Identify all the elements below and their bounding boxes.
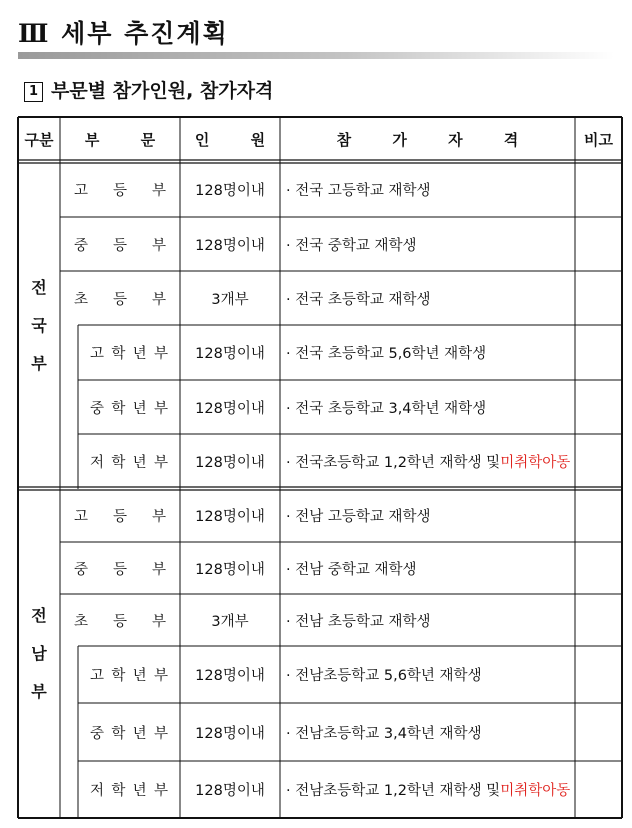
division-char: 년 xyxy=(132,400,147,417)
division-cell xyxy=(74,594,166,646)
division-char: 등 xyxy=(112,183,127,199)
count-text: 128명이내 xyxy=(195,725,265,742)
division-char: 학 xyxy=(111,400,126,417)
count-text: 128명이내 xyxy=(195,400,265,417)
division-char: 고 xyxy=(90,346,105,362)
division-char: 년 xyxy=(132,346,147,362)
division-char: 저 xyxy=(90,455,105,471)
division-char: 학 xyxy=(111,455,126,471)
count-cell xyxy=(180,217,280,271)
header-division: 부 문 xyxy=(84,131,174,149)
subsection-title: 부문별 참가인원, 참가자격 xyxy=(51,80,274,102)
group-label-char: 전 xyxy=(31,605,47,625)
note-cell xyxy=(575,646,622,703)
subsection-number-box: 1 xyxy=(24,82,43,102)
qualification-highlight: 미취학아동 xyxy=(500,455,571,471)
note-cell xyxy=(575,542,622,594)
count-text: 128명이내 xyxy=(195,509,265,525)
division-cell xyxy=(74,271,166,325)
group-label-char: 국 xyxy=(31,315,47,335)
division-cell xyxy=(74,217,166,271)
count-text: 128명이내 xyxy=(195,561,265,578)
division-char: 중 xyxy=(74,561,89,578)
division-char: 부 xyxy=(151,509,166,525)
count-text: 3개부 xyxy=(211,613,249,630)
qualification-highlight: 미취학아동 xyxy=(500,783,571,799)
qualification-text: · 전남 중학교 재학생 xyxy=(286,561,417,578)
count-cell xyxy=(180,162,280,217)
division-char: 부 xyxy=(153,783,168,799)
qualification-text: · 전국 중학교 재학생 xyxy=(286,237,417,254)
group-label xyxy=(18,162,60,489)
division-char: 고 xyxy=(74,509,89,525)
division-char: 고 xyxy=(74,183,89,199)
count-cell xyxy=(180,703,280,761)
qualification-cell xyxy=(286,217,573,271)
count-text: 3개부 xyxy=(211,291,249,308)
count-cell xyxy=(180,325,280,380)
division-char: 부 xyxy=(153,668,168,684)
group-label-char: 부 xyxy=(31,353,47,373)
note-cell xyxy=(575,271,622,325)
qualification-text: · 전국 초등학교 3,4학년 재학생 xyxy=(286,400,487,417)
qualification-cell xyxy=(286,434,573,489)
qualification-text: · 전남 고등학교 재학생 xyxy=(286,509,431,525)
count-cell xyxy=(180,271,280,325)
qualification-cell xyxy=(286,703,573,761)
division-cell xyxy=(74,489,166,542)
note-cell xyxy=(575,380,622,434)
qualification-text: · 전남초등학교 3,4학년 재학생 xyxy=(286,725,482,742)
qualification-cell xyxy=(286,162,573,217)
count-text: 128명이내 xyxy=(195,237,265,254)
division-char: 부 xyxy=(151,237,166,254)
division-char: 중 xyxy=(90,725,105,742)
count-cell xyxy=(180,434,280,489)
division-char: 등 xyxy=(112,561,127,578)
qualification-text: · 전국초등학교 1,2학년 재학생 및 xyxy=(286,455,501,471)
count-cell xyxy=(180,489,280,542)
count-cell xyxy=(180,380,280,434)
division-cell xyxy=(90,646,168,703)
count-cell xyxy=(180,594,280,646)
division-char: 부 xyxy=(153,400,168,417)
qualification-text: · 전국 고등학교 재학생 xyxy=(286,183,431,199)
division-char: 학 xyxy=(111,725,126,742)
count-text: 128명이내 xyxy=(195,346,265,362)
division-char: 년 xyxy=(132,725,147,742)
count-text: 128명이내 xyxy=(195,783,265,799)
note-cell xyxy=(575,489,622,542)
division-char: 고 xyxy=(90,668,105,684)
note-cell xyxy=(575,761,622,818)
division-char: 부 xyxy=(153,455,168,471)
qualification-cell xyxy=(286,594,573,646)
header-note: 비고 xyxy=(584,131,613,149)
division-char: 등 xyxy=(112,613,127,630)
division-char: 학 xyxy=(111,668,126,684)
qualification-cell xyxy=(286,325,573,380)
division-char: 부 xyxy=(153,346,168,362)
division-cell xyxy=(90,380,168,434)
division-char: 등 xyxy=(112,237,127,254)
division-cell xyxy=(90,325,168,380)
count-cell xyxy=(180,761,280,818)
count-text: 128명이내 xyxy=(195,183,265,199)
division-char: 중 xyxy=(74,237,89,254)
division-char: 중 xyxy=(90,400,105,417)
division-cell xyxy=(90,434,168,489)
count-cell xyxy=(180,542,280,594)
group-label-char: 전 xyxy=(31,277,47,297)
qualification-text: · 전국 초등학교 재학생 xyxy=(286,291,431,308)
note-cell xyxy=(575,162,622,217)
division-cell xyxy=(90,703,168,761)
division-cell xyxy=(74,542,166,594)
header-category: 구분 xyxy=(24,131,54,149)
division-char: 부 xyxy=(153,725,168,742)
header-qualification: 참 가 자 격 xyxy=(336,131,537,149)
note-cell xyxy=(575,217,622,271)
group-label xyxy=(18,489,60,818)
qualification-text: · 전남초등학교 1,2학년 재학생 및 xyxy=(286,783,501,799)
note-cell xyxy=(575,325,622,380)
division-char: 부 xyxy=(151,561,166,578)
division-char: 년 xyxy=(132,455,147,471)
qualification-cell xyxy=(286,489,573,542)
qualification-cell xyxy=(286,542,573,594)
division-char: 초 xyxy=(74,291,89,308)
count-text: 128명이내 xyxy=(195,455,265,471)
section-title: Ⅲ 세부 추진계획 xyxy=(18,19,229,48)
division-char: 년 xyxy=(132,668,147,684)
qualification-text: · 전남 초등학교 재학생 xyxy=(286,613,431,630)
qualification-text: · 전남초등학교 5,6학년 재학생 xyxy=(286,668,482,684)
count-cell xyxy=(180,646,280,703)
note-cell xyxy=(575,594,622,646)
division-char: 초 xyxy=(74,613,89,630)
header-count: 인 원 xyxy=(194,131,284,149)
division-char: 년 xyxy=(132,783,147,799)
group-label-char: 부 xyxy=(31,681,47,701)
qualification-cell xyxy=(286,271,573,325)
qualification-cell xyxy=(286,761,573,818)
division-char: 학 xyxy=(111,783,126,799)
count-text: 128명이내 xyxy=(195,668,265,684)
division-char: 부 xyxy=(151,183,166,199)
division-cell xyxy=(90,761,168,818)
division-char: 부 xyxy=(151,291,166,308)
qualification-text: · 전국 초등학교 5,6학년 재학생 xyxy=(286,346,487,362)
division-char: 부 xyxy=(151,613,166,630)
division-cell xyxy=(74,162,166,217)
division-char: 등 xyxy=(112,291,127,308)
note-cell xyxy=(575,434,622,489)
qualification-cell xyxy=(286,646,573,703)
division-char: 등 xyxy=(112,509,127,525)
group-label-char: 남 xyxy=(31,643,47,663)
qualification-cell xyxy=(286,380,573,434)
division-char: 학 xyxy=(111,346,126,362)
note-cell xyxy=(575,703,622,761)
division-char: 저 xyxy=(90,783,105,799)
